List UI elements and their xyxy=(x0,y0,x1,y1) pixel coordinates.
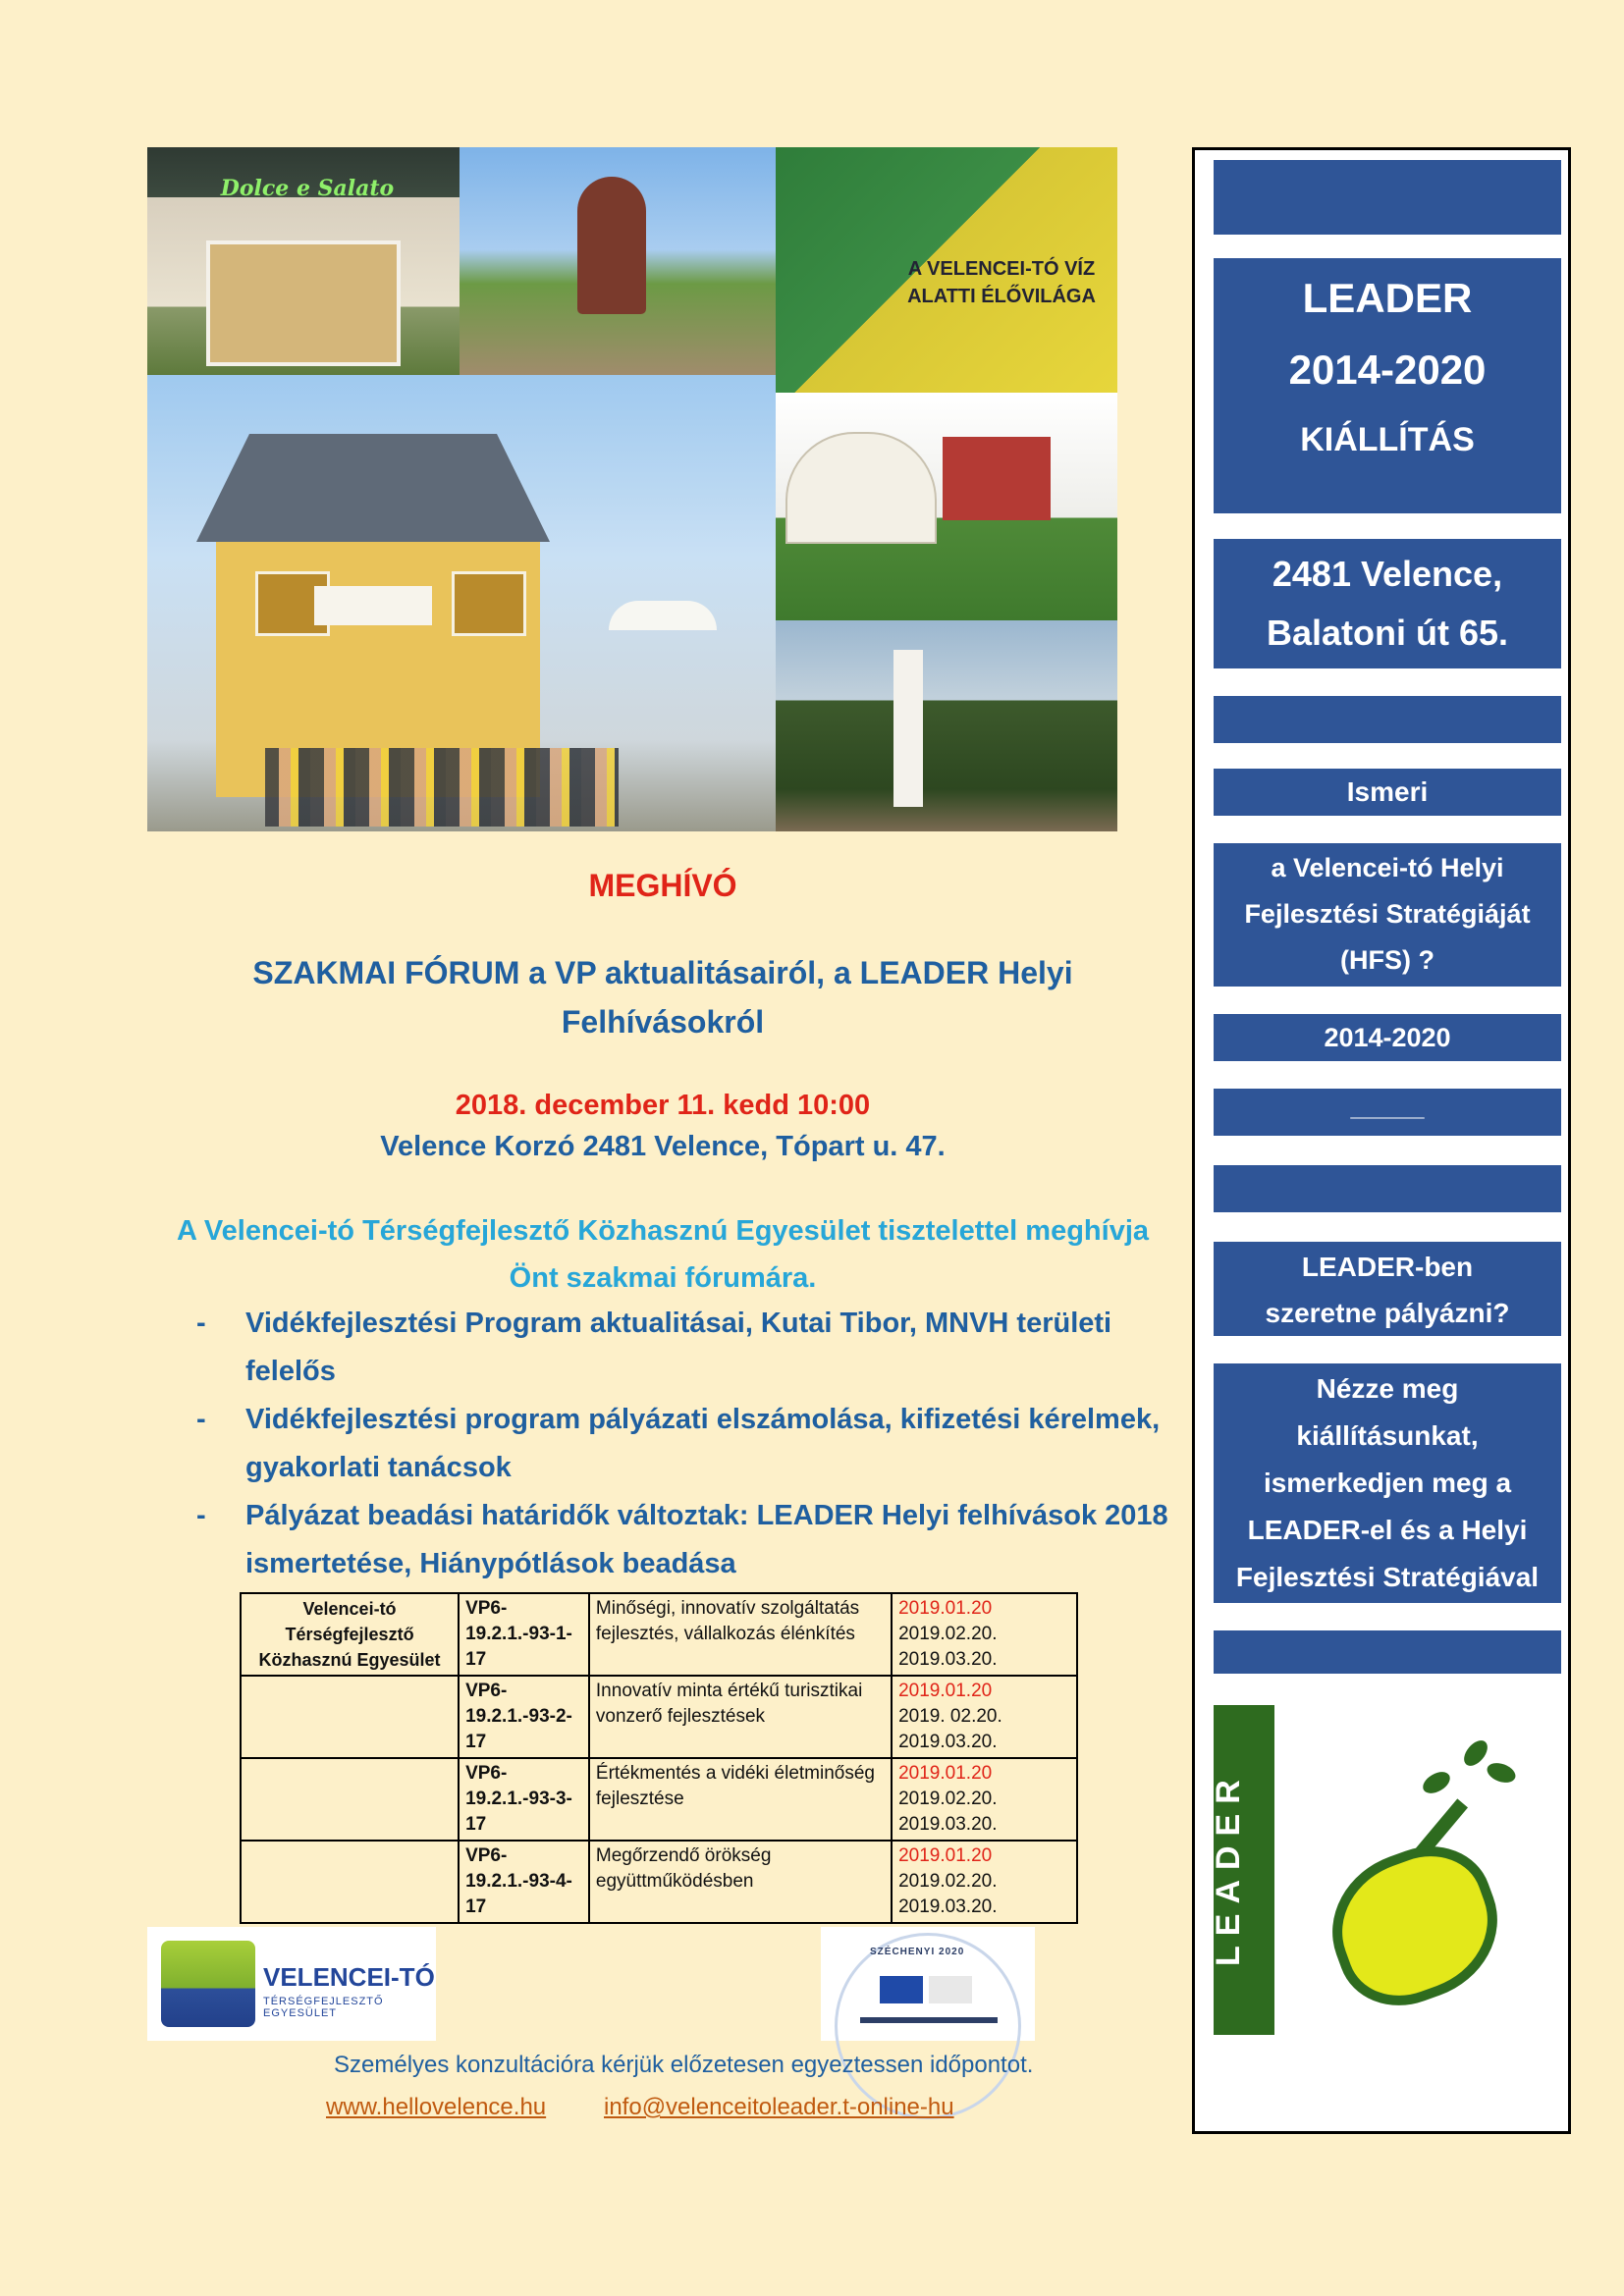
dates-cell xyxy=(892,1841,1077,1923)
velencei-to-logo-name: VELENCEI-TÓ xyxy=(263,1962,435,1992)
velencei-to-logo xyxy=(147,1927,436,2041)
code-cell: VP6-19.2.1.-93-1-17 xyxy=(459,1593,589,1676)
visit-exhibition-box: Nézze meg kiállításunkat, ismerkedjen meg a LEADER-el és a Helyi Fejlesztési Stratégiával xyxy=(1214,1363,1561,1603)
dates-cell xyxy=(892,1676,1077,1758)
deadline-date: 2019.02.20. xyxy=(898,1624,998,1644)
deadline-date: 2019.03.20. xyxy=(898,1814,998,1835)
agenda-list xyxy=(147,1300,1178,1588)
deadline-date: 2019.03.20. xyxy=(898,1896,998,1917)
forum-title: SZAKMAI FÓRUM a VP aktualitásairól, a LEADER Helyi Felhívásokról xyxy=(252,955,1073,1040)
photo-yurt-exhibition xyxy=(776,393,1117,620)
website-link[interactable]: www.hellovelence.hu xyxy=(326,2094,547,2120)
agenda-item: - Vidékfejlesztési Program aktualitásai, Kutai Tibor, MNVH területi felelős xyxy=(147,1300,1178,1396)
leader-logo-text: LEADER xyxy=(1210,1770,1247,1966)
agenda-item: - Pályázat beadási határidők változtak: LEADER Helyi felhívások 2018 ismertetése, Hiánypótlások beadása xyxy=(147,1492,1178,1588)
shop-window xyxy=(206,240,401,366)
leader-years: 2014-2020 xyxy=(1288,347,1487,393)
code-cell: VP6-19.2.1.-93-4-17 xyxy=(459,1841,589,1923)
cyclist-group xyxy=(265,748,619,827)
leader-exhibition: KIÁLLÍTÁS xyxy=(1300,421,1475,458)
deadline-date: 2019.01.20 xyxy=(898,1763,993,1784)
sidebar-bar xyxy=(1214,1165,1561,1212)
szechenyi-logo-bar xyxy=(860,2017,998,2023)
title-cell: Innovatív minta értékű turisztikai vonzerő fejlesztések xyxy=(589,1676,892,1758)
poster-text: A VELENCEI-TÓ VÍZ ALATTI ÉLŐVILÁGA xyxy=(907,258,1096,307)
org-cell-empty xyxy=(241,1841,459,1923)
leader-logo xyxy=(1210,1705,1547,2035)
title-cell: Megőrzendő örökség együttműködésben xyxy=(589,1841,892,1923)
exhibition-stand xyxy=(943,437,1051,520)
eu-flag-icon xyxy=(880,1976,923,2003)
photo-yellow-house xyxy=(147,375,776,831)
table-row xyxy=(241,1758,1077,1841)
house-roof xyxy=(196,434,550,542)
velencei-to-logo-sub: TÉRSÉGFEJLESZTŐ EGYESÜLET xyxy=(263,1996,384,2019)
leader-logo-leaf-icon xyxy=(1311,1828,1518,2023)
coat-of-arms-icon xyxy=(929,1976,972,2003)
leader-title: LEADER xyxy=(1302,275,1473,321)
email-link[interactable]: info@velenceitoleader.t-online-hu xyxy=(604,2094,954,2120)
org-cell-empty xyxy=(241,1758,459,1841)
photo-wayside-cross xyxy=(776,620,1117,831)
address-line2: Balatoni út 65. xyxy=(1266,613,1509,653)
photo-collage xyxy=(147,147,1117,831)
deadline-date: 2019.01.20 xyxy=(898,1681,993,1701)
title-cell: Értékmentés a vidéki életminőség fejlesztése xyxy=(589,1758,892,1841)
separator-box: _____ xyxy=(1214,1089,1561,1136)
period-box: 2014-2020 xyxy=(1214,1014,1561,1061)
shop-sign: Dolce e Salato xyxy=(220,176,395,201)
code-cell: VP6-19.2.1.-93-3-17 xyxy=(459,1758,589,1841)
agenda-item: - Vidékfejlesztési program pályázati elszámolása, kifizetési kérelmek, gyakorlati tanácsok xyxy=(147,1396,1178,1492)
ismeri-box: Ismeri xyxy=(1214,769,1561,816)
title-cell: Minőségi, innovatív szolgáltatás fejlesztés, vállalkozás élénkítés xyxy=(589,1593,892,1676)
leader-logo-bud-icon xyxy=(1459,1736,1491,1771)
invite-intro: A Velencei-tó Térségfejlesztő Közhasznú Egyesület tisztelettel meghívja Önt szakmai fórumára. xyxy=(176,1215,1150,1294)
dates-cell xyxy=(892,1758,1077,1841)
invite-heading: MEGHÍVÓ xyxy=(588,868,737,903)
sidebar-bottom-bar xyxy=(1214,1630,1561,1674)
table-row xyxy=(241,1676,1077,1758)
photo-sculpture-garden xyxy=(460,147,776,375)
house-balcony xyxy=(314,586,432,625)
apply-question-box: LEADER-ben szeretne pályázni? xyxy=(1214,1242,1561,1336)
yurt xyxy=(785,432,937,544)
deadline-date: 2019.03.20. xyxy=(898,1649,998,1670)
photo-fish-poster xyxy=(776,147,1117,393)
sculpture xyxy=(577,177,646,314)
event-location: Velence Korzó 2481 Velence, Tópart u. 47. xyxy=(380,1131,946,1162)
leader-logo-bud-icon xyxy=(1485,1759,1518,1786)
hfs-question-box: a Velencei-tó Helyi Fejlesztési Stratégiáját (HFS) ? xyxy=(1214,843,1561,987)
leader-exhibition-box xyxy=(1214,258,1561,513)
deadline-date: 2019.02.20. xyxy=(898,1871,998,1892)
code-cell: VP6-19.2.1.-93-2-17 xyxy=(459,1676,589,1758)
photo-shop-front xyxy=(147,147,460,375)
deadline-date: 2019.01.20 xyxy=(898,1845,993,1866)
table-row xyxy=(241,1841,1077,1923)
deadline-date: 2019.02.20. xyxy=(898,1789,998,1809)
sidebar-panel xyxy=(1192,147,1571,2134)
deadline-date: 2019.01.20 xyxy=(898,1598,993,1619)
calls-table xyxy=(240,1592,1078,1924)
leader-logo-bud-icon xyxy=(1420,1768,1454,1798)
consultation-note: Személyes konzultációra kérjük előzetesen egyeztessen időpontot. xyxy=(334,2052,1034,2078)
deadline-date: 2019. 02.20. xyxy=(898,1706,1002,1727)
szechenyi-logo-arc xyxy=(835,1933,1021,2119)
szechenyi-logo-name: SZÉCHENYI 2020 xyxy=(870,1947,965,1957)
umbrella xyxy=(609,601,717,630)
org-cell: Velencei-tó Térségfejlesztő Közhasznú Egyesület xyxy=(241,1593,459,1676)
sidebar-top-bar xyxy=(1214,160,1561,235)
house-window xyxy=(452,571,526,636)
szechenyi-logo xyxy=(821,1927,1035,2041)
org-cell-empty xyxy=(241,1676,459,1758)
address-line1: 2481 Velence, xyxy=(1272,554,1503,594)
cross-monument xyxy=(893,650,923,807)
address-box xyxy=(1214,539,1561,668)
table-row xyxy=(241,1593,1077,1676)
deadline-date: 2019.03.20. xyxy=(898,1732,998,1752)
sidebar-bar xyxy=(1214,696,1561,743)
velencei-to-logo-icon xyxy=(161,1941,255,2027)
dates-cell xyxy=(892,1593,1077,1676)
event-date: 2018. december 11. kedd 10:00 xyxy=(455,1090,871,1121)
leader-logo-field xyxy=(1274,1705,1543,2035)
